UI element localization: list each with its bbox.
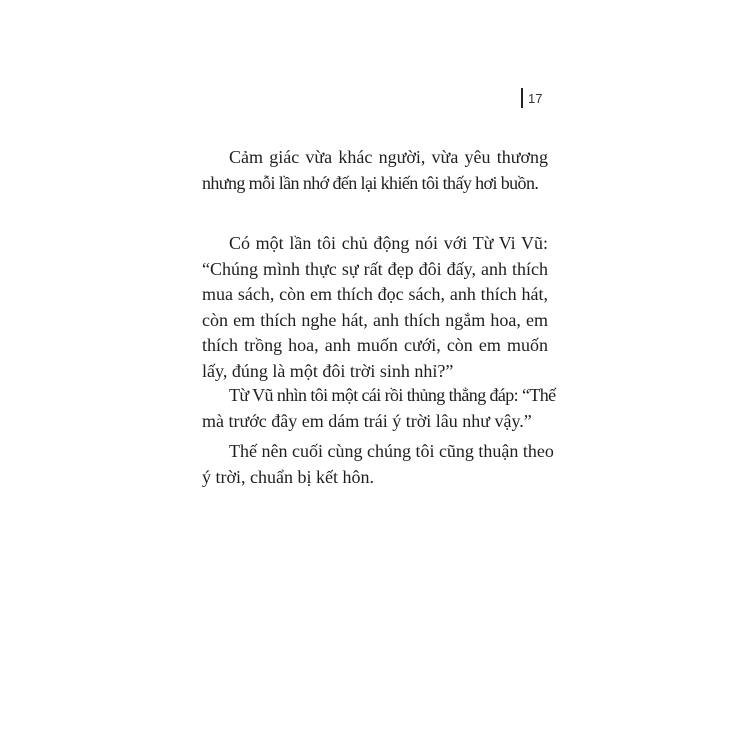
page-number-text: 17 <box>528 90 543 106</box>
paragraph-line: Thế nên cuối cùng chúng tôi cũng thuận theo <box>229 441 554 461</box>
paragraph-line: nhưng mỗi lần nhớ đến lại khiến tôi thấy hơi buồn. <box>202 172 539 193</box>
paragraph-line: ý trời, chuẩn bị kết hôn. <box>202 466 374 487</box>
paragraph-2 <box>202 231 548 384</box>
paragraph-line: lấy, đúng là một đôi trời sinh nhỉ?” <box>202 360 454 381</box>
paragraph-line: Cảm giác vừa khác người, vừa yêu thương <box>229 147 548 167</box>
paragraph-line: mà trước đây em dám trái ý trời lâu như vậy.” <box>202 410 532 431</box>
page-number-rule <box>521 88 523 108</box>
paragraph-3 <box>202 383 556 434</box>
paragraph-line: thích trồng hoa, anh muốn cưới, còn em muốn <box>202 335 548 355</box>
paragraph-line: mua sách, còn em thích đọc sách, anh thích hát, <box>202 284 548 304</box>
paragraph-4 <box>202 439 554 490</box>
paragraph-line: còn em thích nghe hát, anh thích ngắm hoa, em <box>202 309 548 330</box>
paragraph-line: Từ Vũ nhìn tôi một cái rồi thủng thẳng đáp: “Thế <box>229 385 556 405</box>
paragraph-1 <box>202 145 548 196</box>
paragraph-line: “Chúng mình thực sự rất đẹp đôi đấy, anh thích <box>202 258 548 279</box>
page-number <box>521 88 542 108</box>
paragraph-line: Có một lần tôi chủ động nói với Từ Vi Vũ: <box>229 233 548 253</box>
